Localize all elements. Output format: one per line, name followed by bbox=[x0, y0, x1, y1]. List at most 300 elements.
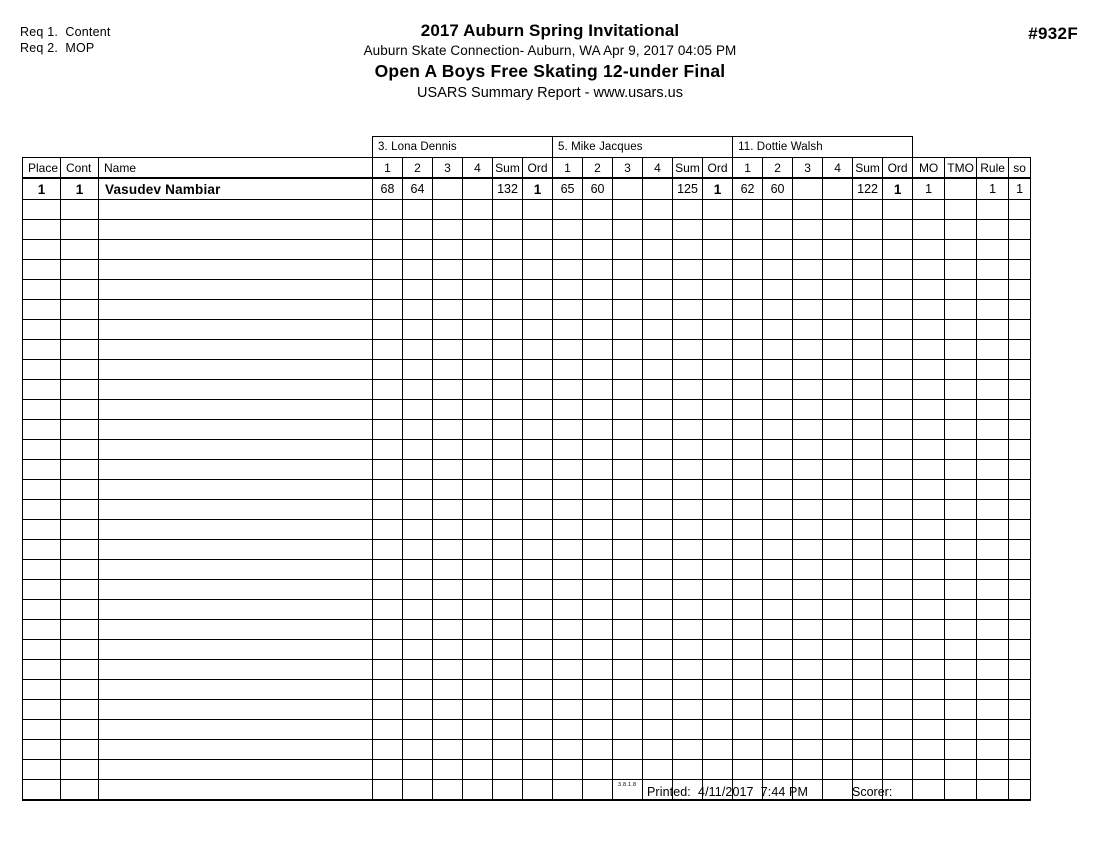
cell-so[interactable] bbox=[1009, 200, 1031, 220]
cell-judge1-s3[interactable] bbox=[433, 680, 463, 700]
cell-judge3-s3[interactable] bbox=[793, 720, 823, 740]
cell-judge2-ord[interactable] bbox=[703, 400, 733, 420]
cell-tmo[interactable] bbox=[945, 320, 977, 340]
cell-judge3-s1[interactable] bbox=[733, 560, 763, 580]
cell-judge1-s1[interactable] bbox=[373, 300, 403, 320]
cell-judge1-sum[interactable] bbox=[493, 260, 523, 280]
cell-judge1-s3[interactable] bbox=[433, 760, 463, 780]
cell-mo[interactable] bbox=[913, 280, 945, 300]
cell-mo[interactable] bbox=[913, 240, 945, 260]
cell-rule[interactable] bbox=[977, 440, 1009, 460]
cell-judge2-ord[interactable] bbox=[703, 760, 733, 780]
cell-judge2-s2[interactable]: 60 bbox=[583, 178, 613, 200]
cell-judge1-s2[interactable] bbox=[403, 200, 433, 220]
cell-judge1-ord[interactable] bbox=[523, 280, 553, 300]
cell-judge1-s2[interactable] bbox=[403, 400, 433, 420]
cell-mo[interactable] bbox=[913, 300, 945, 320]
table-row[interactable] bbox=[23, 640, 1031, 660]
cell-place[interactable] bbox=[23, 460, 61, 480]
cell-judge2-s2[interactable] bbox=[583, 200, 613, 220]
cell-judge3-s1[interactable]: 62 bbox=[733, 178, 763, 200]
cell-judge1-sum[interactable] bbox=[493, 660, 523, 680]
cell-mo[interactable]: 1 bbox=[913, 178, 945, 200]
cell-judge1-s3[interactable] bbox=[433, 178, 463, 200]
cell-judge2-ord[interactable] bbox=[703, 280, 733, 300]
cell-judge2-s2[interactable] bbox=[583, 460, 613, 480]
cell-judge2-sum[interactable] bbox=[673, 440, 703, 460]
cell-judge2-s1[interactable] bbox=[553, 540, 583, 560]
cell-judge2-s2[interactable] bbox=[583, 740, 613, 760]
cell-judge1-ord[interactable] bbox=[523, 200, 553, 220]
cell-mo[interactable] bbox=[913, 360, 945, 380]
cell-judge3-s2[interactable] bbox=[763, 380, 793, 400]
cell-judge3-s2[interactable] bbox=[763, 300, 793, 320]
cell-judge1-s2[interactable] bbox=[403, 500, 433, 520]
cell-judge2-s3[interactable] bbox=[613, 360, 643, 380]
cell-judge1-s2[interactable] bbox=[403, 580, 433, 600]
cell-judge1-ord[interactable] bbox=[523, 440, 553, 460]
cell-judge3-s2[interactable] bbox=[763, 320, 793, 340]
cell-judge2-s2[interactable] bbox=[583, 360, 613, 380]
cell-judge3-s1[interactable] bbox=[733, 460, 763, 480]
cell-judge1-sum[interactable] bbox=[493, 720, 523, 740]
cell-judge2-sum[interactable] bbox=[673, 280, 703, 300]
cell-judge2-s1[interactable] bbox=[553, 520, 583, 540]
cell-rule[interactable] bbox=[977, 560, 1009, 580]
cell-place[interactable] bbox=[23, 340, 61, 360]
cell-judge1-sum[interactable] bbox=[493, 600, 523, 620]
cell-judge3-s2[interactable] bbox=[763, 720, 793, 740]
cell-rule[interactable] bbox=[977, 480, 1009, 500]
cell-judge3-s2[interactable] bbox=[763, 560, 793, 580]
cell-judge1-s1[interactable] bbox=[373, 560, 403, 580]
cell-judge2-s2[interactable] bbox=[583, 520, 613, 540]
cell-judge1-s3[interactable] bbox=[433, 720, 463, 740]
cell-place[interactable]: 1 bbox=[23, 178, 61, 200]
cell-judge1-s2[interactable] bbox=[403, 720, 433, 740]
cell-judge1-ord[interactable] bbox=[523, 520, 553, 540]
cell-tmo[interactable] bbox=[945, 360, 977, 380]
cell-judge2-s2[interactable] bbox=[583, 340, 613, 360]
cell-rule[interactable] bbox=[977, 660, 1009, 680]
cell-judge2-ord[interactable] bbox=[703, 560, 733, 580]
cell-cont[interactable] bbox=[61, 500, 99, 520]
table-row[interactable] bbox=[23, 320, 1031, 340]
cell-judge2-s2[interactable] bbox=[583, 580, 613, 600]
cell-judge3-s1[interactable] bbox=[733, 620, 763, 640]
cell-place[interactable] bbox=[23, 480, 61, 500]
cell-judge1-ord[interactable] bbox=[523, 640, 553, 660]
table-row[interactable] bbox=[23, 260, 1031, 280]
cell-judge1-s2[interactable] bbox=[403, 680, 433, 700]
cell-judge1-s2[interactable] bbox=[403, 280, 433, 300]
cell-judge1-ord[interactable] bbox=[523, 620, 553, 640]
cell-cont[interactable] bbox=[61, 340, 99, 360]
cell-judge1-s3[interactable] bbox=[433, 460, 463, 480]
cell-judge2-sum[interactable] bbox=[673, 460, 703, 480]
cell-judge2-s4[interactable] bbox=[643, 520, 673, 540]
cell-judge1-s2[interactable] bbox=[403, 560, 433, 580]
cell-judge3-s2[interactable]: 60 bbox=[763, 178, 793, 200]
cell-judge3-s4[interactable] bbox=[823, 480, 853, 500]
cell-judge3-s4[interactable] bbox=[823, 300, 853, 320]
table-row[interactable] bbox=[23, 660, 1031, 680]
table-row[interactable] bbox=[23, 560, 1031, 580]
cell-tmo[interactable] bbox=[945, 240, 977, 260]
cell-judge3-s3[interactable] bbox=[793, 480, 823, 500]
cell-place[interactable] bbox=[23, 300, 61, 320]
cell-judge3-s4[interactable] bbox=[823, 380, 853, 400]
cell-judge1-s1[interactable] bbox=[373, 280, 403, 300]
cell-judge3-s3[interactable] bbox=[793, 680, 823, 700]
cell-judge1-ord[interactable] bbox=[523, 560, 553, 580]
cell-judge3-s1[interactable] bbox=[733, 260, 763, 280]
cell-judge1-s2[interactable] bbox=[403, 360, 433, 380]
cell-name[interactable] bbox=[99, 480, 373, 500]
cell-judge1-s3[interactable] bbox=[433, 660, 463, 680]
cell-judge3-sum[interactable] bbox=[853, 560, 883, 580]
cell-judge1-ord[interactable] bbox=[523, 480, 553, 500]
cell-judge3-ord[interactable] bbox=[883, 200, 913, 220]
cell-mo[interactable] bbox=[913, 700, 945, 720]
cell-judge1-s3[interactable] bbox=[433, 560, 463, 580]
cell-name[interactable] bbox=[99, 580, 373, 600]
cell-judge2-s3[interactable] bbox=[613, 460, 643, 480]
cell-mo[interactable] bbox=[913, 520, 945, 540]
cell-judge3-s4[interactable] bbox=[823, 340, 853, 360]
cell-judge1-s2[interactable] bbox=[403, 420, 433, 440]
cell-mo[interactable] bbox=[913, 620, 945, 640]
cell-judge3-ord[interactable] bbox=[883, 440, 913, 460]
cell-judge1-s1[interactable] bbox=[373, 500, 403, 520]
cell-judge3-sum[interactable] bbox=[853, 320, 883, 340]
cell-judge1-s1[interactable] bbox=[373, 760, 403, 780]
cell-judge3-s4[interactable] bbox=[823, 740, 853, 760]
cell-judge1-s2[interactable] bbox=[403, 300, 433, 320]
cell-judge2-s1[interactable] bbox=[553, 580, 583, 600]
cell-so[interactable] bbox=[1009, 560, 1031, 580]
cell-judge2-s4[interactable] bbox=[643, 600, 673, 620]
cell-judge3-s1[interactable] bbox=[733, 440, 763, 460]
cell-tmo[interactable] bbox=[945, 540, 977, 560]
cell-judge3-s1[interactable] bbox=[733, 720, 763, 740]
cell-judge1-sum[interactable] bbox=[493, 280, 523, 300]
cell-tmo[interactable] bbox=[945, 480, 977, 500]
cell-judge1-s2[interactable] bbox=[403, 540, 433, 560]
cell-judge1-sum[interactable] bbox=[493, 680, 523, 700]
cell-rule[interactable] bbox=[977, 680, 1009, 700]
cell-judge1-sum[interactable] bbox=[493, 360, 523, 380]
cell-name[interactable] bbox=[99, 720, 373, 740]
cell-judge1-sum[interactable] bbox=[493, 340, 523, 360]
cell-judge2-ord[interactable] bbox=[703, 540, 733, 560]
cell-judge1-s2[interactable] bbox=[403, 700, 433, 720]
cell-judge2-ord[interactable] bbox=[703, 640, 733, 660]
cell-judge2-s1[interactable] bbox=[553, 600, 583, 620]
cell-so[interactable] bbox=[1009, 480, 1031, 500]
cell-judge1-s1[interactable] bbox=[373, 200, 403, 220]
cell-so[interactable] bbox=[1009, 240, 1031, 260]
cell-cont[interactable] bbox=[61, 700, 99, 720]
cell-name[interactable] bbox=[99, 200, 373, 220]
cell-mo[interactable] bbox=[913, 580, 945, 600]
cell-judge2-s2[interactable] bbox=[583, 620, 613, 640]
cell-so[interactable] bbox=[1009, 660, 1031, 680]
table-row[interactable] bbox=[23, 400, 1031, 420]
cell-judge1-s4[interactable] bbox=[463, 720, 493, 740]
cell-cont[interactable] bbox=[61, 220, 99, 240]
cell-judge2-s2[interactable] bbox=[583, 440, 613, 460]
cell-judge2-s4[interactable] bbox=[643, 280, 673, 300]
cell-place[interactable] bbox=[23, 440, 61, 460]
cell-cont[interactable] bbox=[61, 740, 99, 760]
cell-judge1-s3[interactable] bbox=[433, 700, 463, 720]
cell-place[interactable] bbox=[23, 220, 61, 240]
cell-judge1-sum[interactable]: 132 bbox=[493, 178, 523, 200]
cell-judge3-s3[interactable] bbox=[793, 660, 823, 680]
cell-judge3-sum[interactable] bbox=[853, 660, 883, 680]
cell-judge3-sum[interactable] bbox=[853, 640, 883, 660]
cell-judge3-s1[interactable] bbox=[733, 340, 763, 360]
cell-judge2-sum[interactable]: 125 bbox=[673, 178, 703, 200]
cell-judge3-sum[interactable] bbox=[853, 620, 883, 640]
cell-judge3-s3[interactable] bbox=[793, 540, 823, 560]
cell-rule[interactable] bbox=[977, 280, 1009, 300]
cell-judge1-s4[interactable] bbox=[463, 540, 493, 560]
cell-judge3-s3[interactable] bbox=[793, 178, 823, 200]
cell-judge2-s1[interactable] bbox=[553, 480, 583, 500]
cell-name[interactable] bbox=[99, 340, 373, 360]
cell-cont[interactable] bbox=[61, 580, 99, 600]
cell-judge2-s4[interactable] bbox=[643, 260, 673, 280]
cell-judge2-ord[interactable] bbox=[703, 360, 733, 380]
cell-judge3-s3[interactable] bbox=[793, 420, 823, 440]
cell-judge1-s3[interactable] bbox=[433, 640, 463, 660]
cell-judge3-s4[interactable] bbox=[823, 220, 853, 240]
cell-judge2-s3[interactable] bbox=[613, 740, 643, 760]
cell-judge2-sum[interactable] bbox=[673, 420, 703, 440]
cell-judge3-sum[interactable] bbox=[853, 340, 883, 360]
cell-judge3-s2[interactable] bbox=[763, 400, 793, 420]
cell-judge2-ord[interactable] bbox=[703, 220, 733, 240]
cell-judge2-ord[interactable] bbox=[703, 720, 733, 740]
cell-rule[interactable] bbox=[977, 380, 1009, 400]
cell-judge1-s4[interactable] bbox=[463, 320, 493, 340]
cell-judge1-s2[interactable] bbox=[403, 220, 433, 240]
cell-judge1-sum[interactable] bbox=[493, 300, 523, 320]
cell-judge3-s1[interactable] bbox=[733, 660, 763, 680]
cell-mo[interactable] bbox=[913, 320, 945, 340]
cell-mo[interactable] bbox=[913, 640, 945, 660]
cell-judge1-ord[interactable] bbox=[523, 360, 553, 380]
cell-so[interactable] bbox=[1009, 360, 1031, 380]
table-row[interactable] bbox=[23, 540, 1031, 560]
cell-place[interactable] bbox=[23, 560, 61, 580]
table-row[interactable] bbox=[23, 580, 1031, 600]
cell-judge1-ord[interactable] bbox=[523, 460, 553, 480]
cell-judge3-s2[interactable] bbox=[763, 440, 793, 460]
cell-place[interactable] bbox=[23, 380, 61, 400]
cell-judge2-s2[interactable] bbox=[583, 760, 613, 780]
cell-judge1-sum[interactable] bbox=[493, 440, 523, 460]
cell-judge3-s2[interactable] bbox=[763, 280, 793, 300]
cell-judge1-sum[interactable] bbox=[493, 540, 523, 560]
cell-judge3-ord[interactable] bbox=[883, 620, 913, 640]
cell-judge2-s3[interactable] bbox=[613, 660, 643, 680]
cell-tmo[interactable] bbox=[945, 400, 977, 420]
cell-judge3-s4[interactable] bbox=[823, 400, 853, 420]
cell-judge2-ord[interactable] bbox=[703, 580, 733, 600]
cell-judge2-s3[interactable] bbox=[613, 440, 643, 460]
cell-judge1-ord[interactable] bbox=[523, 260, 553, 280]
cell-judge1-s4[interactable] bbox=[463, 680, 493, 700]
cell-judge2-s1[interactable] bbox=[553, 620, 583, 640]
cell-rule[interactable] bbox=[977, 220, 1009, 240]
cell-name[interactable] bbox=[99, 260, 373, 280]
cell-tmo[interactable] bbox=[945, 700, 977, 720]
table-row[interactable] bbox=[23, 360, 1031, 380]
cell-judge3-ord[interactable] bbox=[883, 680, 913, 700]
table-row[interactable] bbox=[23, 480, 1031, 500]
cell-judge1-sum[interactable] bbox=[493, 500, 523, 520]
cell-judge1-sum[interactable] bbox=[493, 380, 523, 400]
cell-judge3-sum[interactable] bbox=[853, 600, 883, 620]
cell-judge2-s1[interactable] bbox=[553, 660, 583, 680]
table-row[interactable] bbox=[23, 440, 1031, 460]
cell-judge1-s4[interactable] bbox=[463, 500, 493, 520]
cell-judge1-s4[interactable] bbox=[463, 340, 493, 360]
cell-judge3-ord[interactable] bbox=[883, 600, 913, 620]
cell-judge2-s1[interactable] bbox=[553, 380, 583, 400]
cell-tmo[interactable] bbox=[945, 720, 977, 740]
cell-judge3-s3[interactable] bbox=[793, 200, 823, 220]
cell-judge2-s4[interactable] bbox=[643, 400, 673, 420]
cell-judge3-sum[interactable] bbox=[853, 680, 883, 700]
table-row[interactable] bbox=[23, 380, 1031, 400]
cell-judge1-ord[interactable] bbox=[523, 420, 553, 440]
cell-name[interactable] bbox=[99, 440, 373, 460]
cell-judge2-s4[interactable] bbox=[643, 178, 673, 200]
cell-name[interactable] bbox=[99, 680, 373, 700]
cell-judge1-s1[interactable] bbox=[373, 420, 403, 440]
cell-cont[interactable] bbox=[61, 560, 99, 580]
cell-judge1-s3[interactable] bbox=[433, 740, 463, 760]
cell-judge3-s2[interactable] bbox=[763, 360, 793, 380]
cell-judge3-ord[interactable] bbox=[883, 260, 913, 280]
cell-judge3-s3[interactable] bbox=[793, 600, 823, 620]
cell-place[interactable] bbox=[23, 660, 61, 680]
table-row[interactable] bbox=[23, 760, 1031, 780]
cell-judge2-s2[interactable] bbox=[583, 600, 613, 620]
cell-judge1-sum[interactable] bbox=[493, 320, 523, 340]
cell-judge2-s1[interactable] bbox=[553, 760, 583, 780]
cell-judge2-s4[interactable] bbox=[643, 700, 673, 720]
table-row[interactable] bbox=[23, 520, 1031, 540]
cell-mo[interactable] bbox=[913, 760, 945, 780]
cell-judge2-sum[interactable] bbox=[673, 720, 703, 740]
cell-judge2-ord[interactable] bbox=[703, 500, 733, 520]
cell-judge2-s2[interactable] bbox=[583, 540, 613, 560]
cell-cont[interactable] bbox=[61, 620, 99, 640]
cell-judge1-ord[interactable] bbox=[523, 580, 553, 600]
cell-judge2-s4[interactable] bbox=[643, 720, 673, 740]
cell-place[interactable] bbox=[23, 700, 61, 720]
cell-judge1-ord[interactable] bbox=[523, 740, 553, 760]
cell-judge1-s4[interactable] bbox=[463, 380, 493, 400]
cell-judge2-ord[interactable] bbox=[703, 620, 733, 640]
cell-place[interactable] bbox=[23, 420, 61, 440]
cell-judge3-ord[interactable] bbox=[883, 700, 913, 720]
cell-judge2-ord[interactable] bbox=[703, 700, 733, 720]
cell-tmo[interactable] bbox=[945, 440, 977, 460]
cell-judge3-sum[interactable]: 122 bbox=[853, 178, 883, 200]
cell-rule[interactable] bbox=[977, 620, 1009, 640]
cell-judge2-s1[interactable] bbox=[553, 320, 583, 340]
cell-judge2-s4[interactable] bbox=[643, 340, 673, 360]
cell-judge2-s2[interactable] bbox=[583, 680, 613, 700]
cell-judge2-s4[interactable] bbox=[643, 640, 673, 660]
cell-judge2-sum[interactable] bbox=[673, 540, 703, 560]
cell-cont[interactable] bbox=[61, 320, 99, 340]
cell-judge3-s4[interactable] bbox=[823, 420, 853, 440]
cell-so[interactable] bbox=[1009, 340, 1031, 360]
cell-judge2-s4[interactable] bbox=[643, 360, 673, 380]
cell-judge1-ord[interactable] bbox=[523, 700, 553, 720]
cell-judge3-s1[interactable] bbox=[733, 520, 763, 540]
cell-judge3-s2[interactable] bbox=[763, 740, 793, 760]
cell-judge2-s3[interactable] bbox=[613, 500, 643, 520]
cell-judge1-s2[interactable] bbox=[403, 240, 433, 260]
cell-judge1-s4[interactable] bbox=[463, 660, 493, 680]
cell-judge3-ord[interactable] bbox=[883, 760, 913, 780]
cell-rule[interactable] bbox=[977, 360, 1009, 380]
cell-judge2-ord[interactable] bbox=[703, 340, 733, 360]
cell-cont[interactable] bbox=[61, 200, 99, 220]
cell-judge2-s4[interactable] bbox=[643, 740, 673, 760]
cell-rule[interactable] bbox=[977, 580, 1009, 600]
cell-place[interactable] bbox=[23, 500, 61, 520]
table-row[interactable] bbox=[23, 460, 1031, 480]
cell-judge3-s2[interactable] bbox=[763, 420, 793, 440]
cell-judge2-s3[interactable] bbox=[613, 720, 643, 740]
cell-judge2-s1[interactable] bbox=[553, 720, 583, 740]
cell-so[interactable] bbox=[1009, 260, 1031, 280]
cell-judge2-s3[interactable] bbox=[613, 300, 643, 320]
cell-cont[interactable] bbox=[61, 280, 99, 300]
cell-rule[interactable] bbox=[977, 320, 1009, 340]
cell-place[interactable] bbox=[23, 580, 61, 600]
cell-so[interactable] bbox=[1009, 540, 1031, 560]
cell-judge1-s4[interactable] bbox=[463, 460, 493, 480]
cell-judge1-sum[interactable] bbox=[493, 700, 523, 720]
cell-judge3-s3[interactable] bbox=[793, 760, 823, 780]
cell-judge1-s2[interactable] bbox=[403, 520, 433, 540]
cell-rule[interactable] bbox=[977, 540, 1009, 560]
cell-judge2-s1[interactable] bbox=[553, 500, 583, 520]
cell-tmo[interactable] bbox=[945, 600, 977, 620]
cell-judge2-s4[interactable] bbox=[643, 220, 673, 240]
cell-judge1-s2[interactable] bbox=[403, 620, 433, 640]
cell-judge3-s2[interactable] bbox=[763, 260, 793, 280]
cell-cont[interactable] bbox=[61, 360, 99, 380]
cell-rule[interactable] bbox=[977, 260, 1009, 280]
cell-judge3-s4[interactable] bbox=[823, 360, 853, 380]
cell-tmo[interactable] bbox=[945, 740, 977, 760]
cell-judge1-s3[interactable] bbox=[433, 260, 463, 280]
cell-judge3-s2[interactable] bbox=[763, 660, 793, 680]
cell-judge2-ord[interactable] bbox=[703, 320, 733, 340]
cell-judge2-sum[interactable] bbox=[673, 200, 703, 220]
